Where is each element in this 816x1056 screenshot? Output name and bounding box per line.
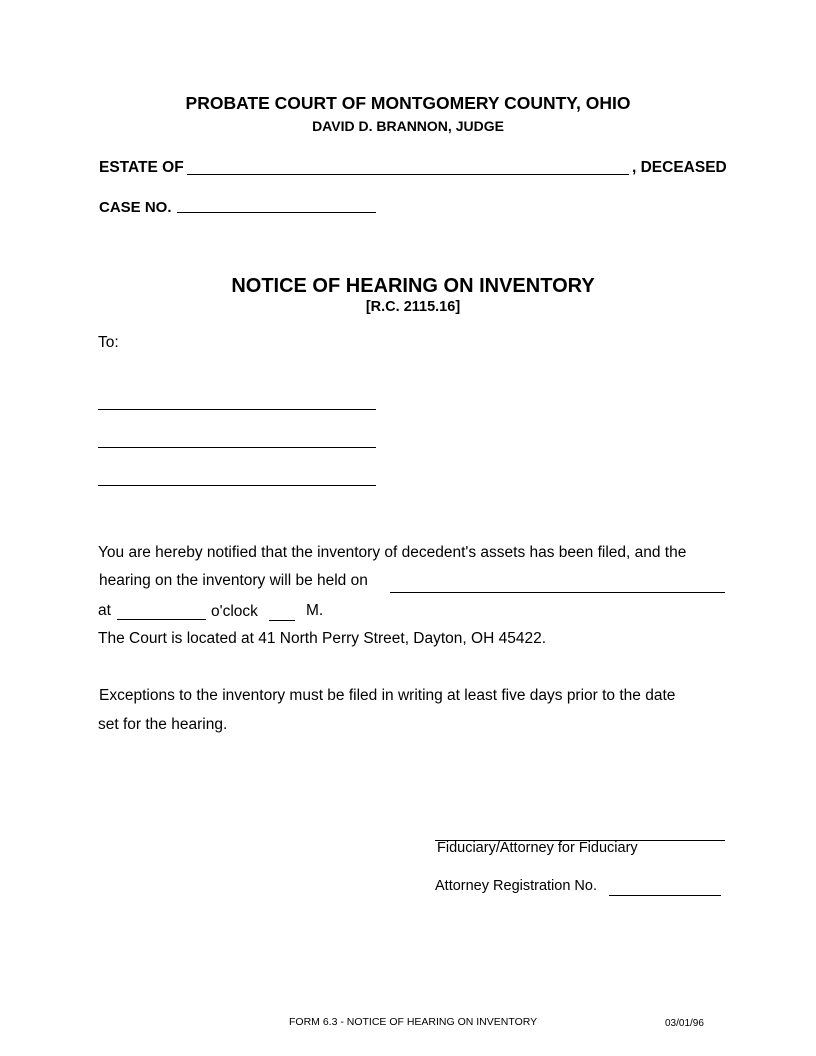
deceased-label: , DECEASED xyxy=(632,159,727,176)
hearing-date-field[interactable] xyxy=(390,592,725,593)
at-label: at xyxy=(98,602,111,619)
statute-reference: [R.C. 2115.16] xyxy=(365,299,461,315)
case-number-field[interactable] xyxy=(177,212,376,213)
hearing-time-field[interactable] xyxy=(117,619,206,620)
am-pm-field[interactable] xyxy=(269,620,295,621)
document-title: NOTICE OF HEARING ON INVENTORY xyxy=(231,275,595,297)
court-name: PROBATE COURT OF MONTGOMERY COUNTY, OHIO xyxy=(185,93,631,113)
m-label: M. xyxy=(306,602,324,619)
judge-name: DAVID D. BRANNON, JUDGE xyxy=(312,118,504,134)
case-no-label: CASE NO. xyxy=(99,199,172,216)
court-location: The Court is located at 41 North Perry Street, Dayton, OH 45422. xyxy=(98,630,546,647)
estate-of-label: ESTATE OF xyxy=(99,159,184,176)
recipient-line-3[interactable] xyxy=(98,485,376,486)
notice-text-line-1: You are hereby notified that the inventory of decedent's assets has been filed, and the xyxy=(98,544,687,561)
recipient-line-1[interactable] xyxy=(98,409,376,410)
to-label: To: xyxy=(98,334,119,351)
form-number: FORM 6.3 - NOTICE OF HEARING ON INVENTORY xyxy=(289,1016,538,1028)
exceptions-text-line-2: set for the hearing. xyxy=(98,716,228,733)
recipient-line-2[interactable] xyxy=(98,447,376,448)
estate-name-field[interactable] xyxy=(187,174,629,175)
notice-text-line-2: hearing on the inventory will be held on xyxy=(99,572,368,589)
form-date: 03/01/96 xyxy=(665,1018,704,1029)
registration-number-field[interactable] xyxy=(609,895,721,896)
registration-label: Attorney Registration No. xyxy=(435,878,597,894)
signer-label: Fiduciary/Attorney for Fiduciary xyxy=(437,840,638,856)
oclock-label: o'clock xyxy=(211,603,258,620)
exceptions-text-line-1: Exceptions to the inventory must be filed in writing at least five days prior to the date xyxy=(99,687,676,704)
